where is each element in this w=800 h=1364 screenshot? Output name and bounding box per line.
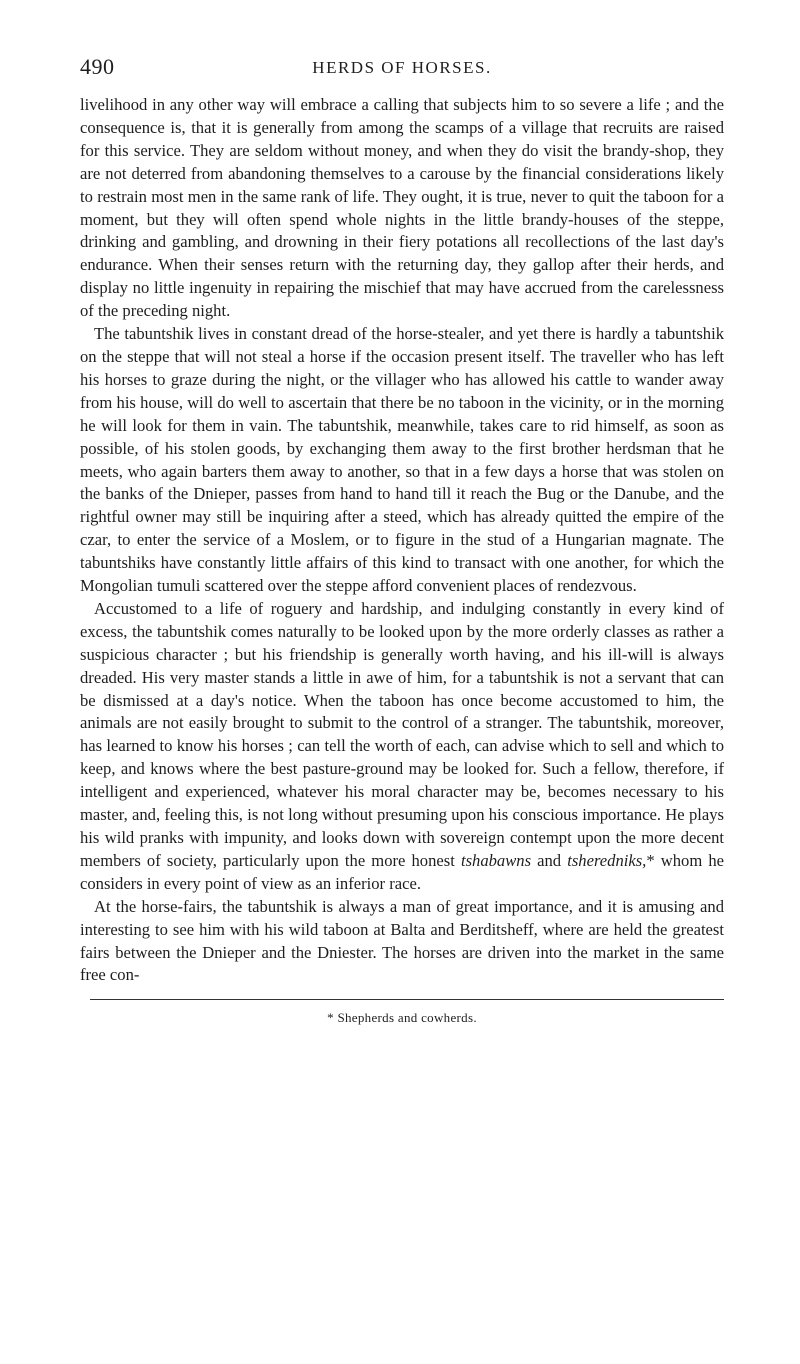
running-head: HERDS OF HORSES. [312,58,492,77]
body-text [80,94,724,987]
paragraph: At the horse-fairs, the tabuntshik is always a man of great importance, and it is amusing and interesting to see him with his wild taboon at Balta and Berditsheff, where are held the greatest fairs between the Dnieper and the Dniester. The horses are driven into the market in the same free con- [80,896,724,985]
page-header [80,50,724,94]
page-number: 490 [80,54,115,79]
book-page [80,50,724,1026]
italic-term: tsheredniks, [567,850,647,870]
paragraph-text: Accustomed to a life of roguery and hardship, and indulging constantly in every kind of excess, the tabuntshik comes naturally to be looked upon by the more orderly classes as rather a suspicious character ; but his friendship is generally worth having, and his ill-will is always dreaded. His very master stands a little in awe of him, for a tabuntshik is not a servant that can be dismissed at a day's notice. When the taboon has once become accustomed to him, the animals are not easily brought to submit to the control of a stranger. The tabuntshik, moreover, has learned to know his horses ; can tell the worth of each, can advise which to sell and which to keep, and knows where the best pasture-ground may be looked for. Such a fellow, therefore, if intelligent and experienced, whatever his moral character may be, becomes necessary to his master, and, feeling this, is not long without presuming upon his conscious importance. He plays his wild pranks with impunity, and looks down with sovereign contempt upon the more decent members of society, particularly upon the more honest [80,598,724,870]
italic-term: tshabawns [460,850,532,870]
footnote-rule [90,999,724,1000]
footnote: * Shepherds and cowherds. [327,1010,477,1026]
paragraph-text: and [531,850,568,870]
paragraph-text: * whom he considers in every point of view as an inferior race. [80,850,725,893]
paragraph: The tabuntshik lives in constant dread of the horse-stealer, and yet there is hardly a tabuntshik on the steppe that will not steal a horse if the occasion present itself. The traveller who has left his horses to graze during the night, or the villager who has allowed his cattle to wander away from his house, will do well to ascertain that there be no taboon in the vicinity, or in the morning he will look for them in vain. The tabuntshik, meanwhile, takes care to rid himself, as soon as possible, of his stolen goods, by exchanging them away to the first brother herdsman that he meets, who again barters them away to another, so that in a few days a horse that was stolen on the banks of the Dnieper, passes from hand to hand till it reach the Bug or the Danube, and the rightful owner may still be inquiring after a steed, which has already quitted the empire of the czar, to enter the service of a Moslem, or to figure in the stud of a Hungarian magnate. The tabuntshiks have constantly little affairs of this kind to transact with one another, for which the Mongolian tumuli scattered over the steppe afford convenient places of rendezvous. [80,324,724,596]
paragraph [80,598,724,896]
paragraph: livelihood in any other way will embrace a calling that subjects him to so severe a life ; and the consequence is, that it is generally from among the scamps of a village that recruits are raised for this service. They are seldom without money, and when they do visit the brandy-shop, they are not deterred from abandoning themselves to a carouse by the financial considerations likely to restrain most men in the same rank of life. They ought, it is true, never to quit the taboon for a moment, but they will often spend whole nights in the little brandy-houses of the steppe, drinking and gambling, and drowning in their fiery potations all recollections of the last day's endurance. When their senses return with the returning day, they gallop after their herds, and display no little ingenuity in repairing the mischief that may have accrued from the carelessness of the preceding night. [80,95,724,321]
